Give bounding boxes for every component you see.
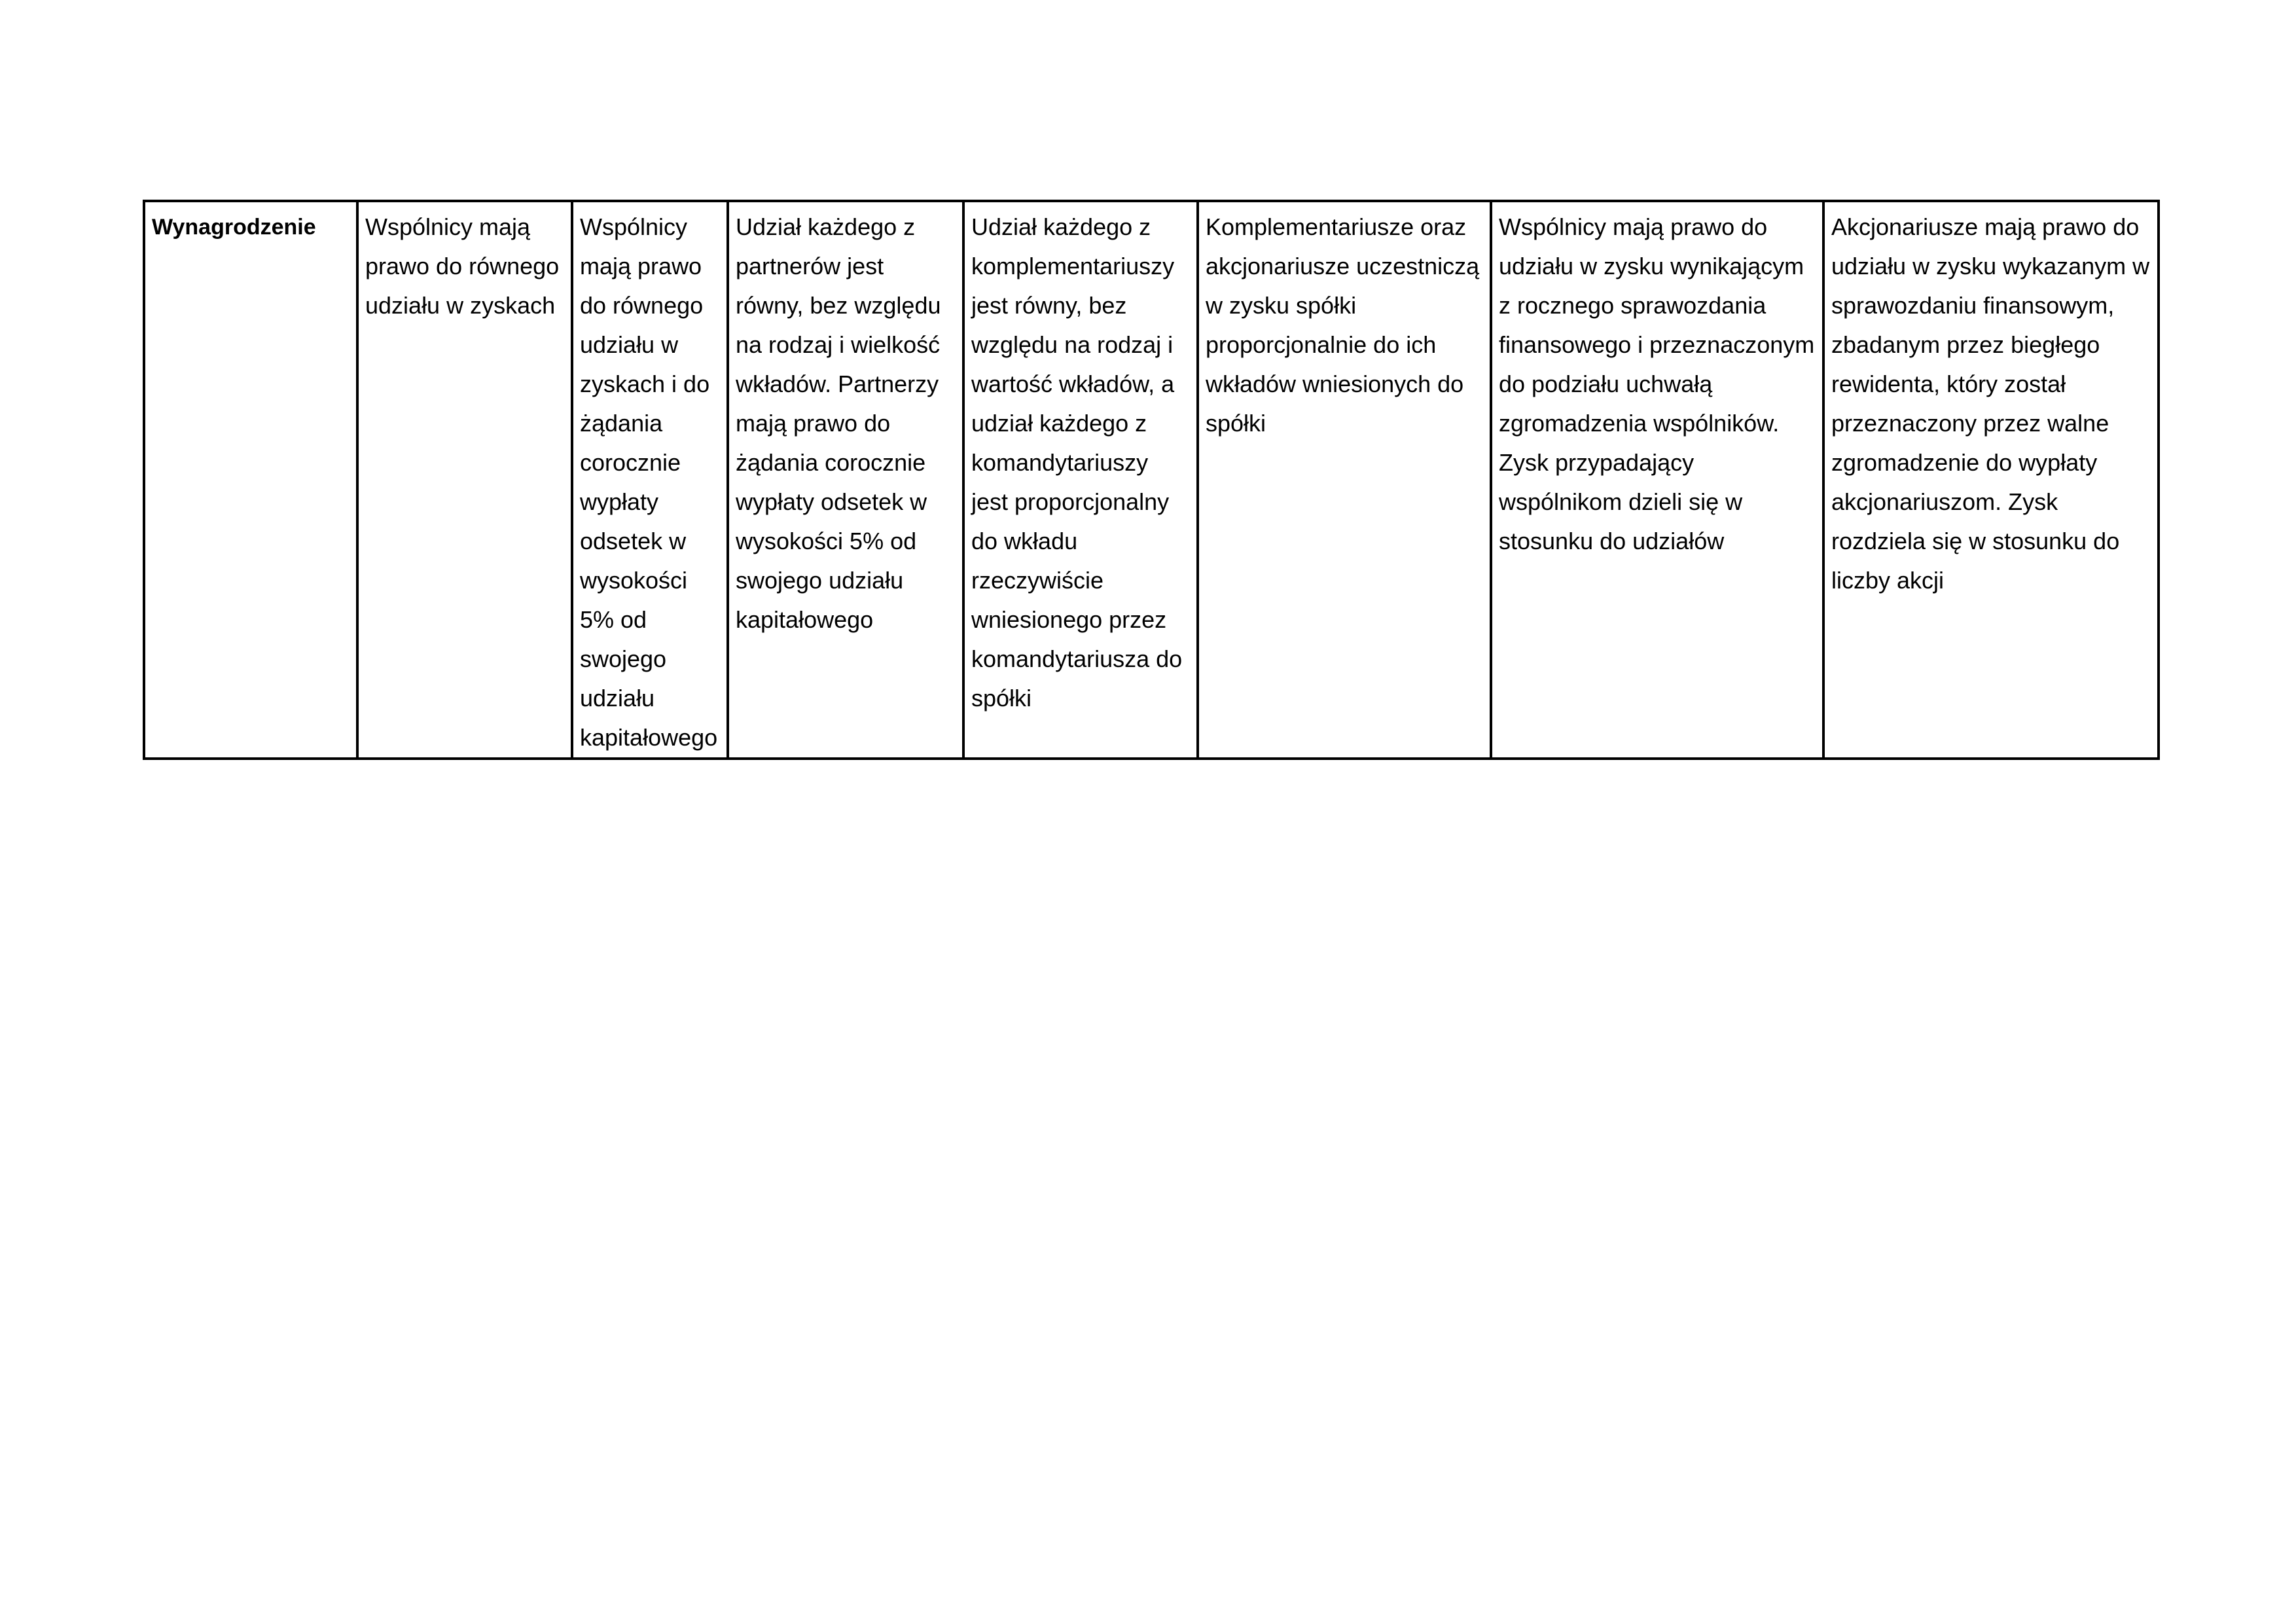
row-label-cell — [144, 201, 357, 759]
cell-text: Wspólnicy mają prawo do równego udziału w zyskach — [365, 213, 560, 319]
row-label: Wynagrodzenie — [152, 215, 316, 240]
table-cell — [357, 201, 572, 759]
table-row — [144, 201, 2159, 759]
table-cell — [572, 201, 728, 759]
cell-text: Udział każdego z komplementariuszy jest równy, bez względu na rodzaj i wartość wkładów, a udział każdego z komandytariuszy jest proporcjonalny do wkładu rzeczywiście wniesionego przez komandytariusza do spółki — [971, 213, 1183, 712]
table-cell — [1198, 201, 1491, 759]
table-cell — [963, 201, 1198, 759]
table-cell — [728, 201, 963, 759]
cell-text: Akcjonariusze mają prawo do udziału w zysku wykazanym w sprawozdaniu finansowym, zbadanym przez biegłego rewidenta, który został przeznaczony przez walne zgromadzenie do wypłaty akcjonariuszom. Zysk rozdziela się w stosunku do liczby akcji — [1831, 213, 2150, 594]
table-cell — [1823, 201, 2159, 759]
table-cell — [1491, 201, 1823, 759]
cell-text: Komplementariusze oraz akcjonariusze uczestniczą w zysku spółki proporcjonalnie do ich wkładów wniesionych do spółki — [1206, 213, 1480, 437]
cell-text: Wspólnicy mają prawo do udziału w zysku wynikającym z rocznego sprawozdania finansowego i przeznaczonym do podziału uchwałą zgromadzenia wspólników. Zysk przypadający wspólnikom dzieli się w stosunku do udziałów — [1499, 213, 1815, 554]
cell-text: Wspólnicy mają prawo do równego udziału w zyskach i do żądania corocznie wypłaty odsetek w wysokości 5% od swojego udziału kapitałowego — [580, 213, 718, 751]
comparison-table — [143, 200, 2160, 760]
cell-text: Udział każdego z partnerów jest równy, bez względu na rodzaj i wielkość wkładów. Partnerzy mają prawo do żądania corocznie wypłaty odsetek w wysokości 5% od swojego udziału kapitałowego — [736, 213, 941, 633]
